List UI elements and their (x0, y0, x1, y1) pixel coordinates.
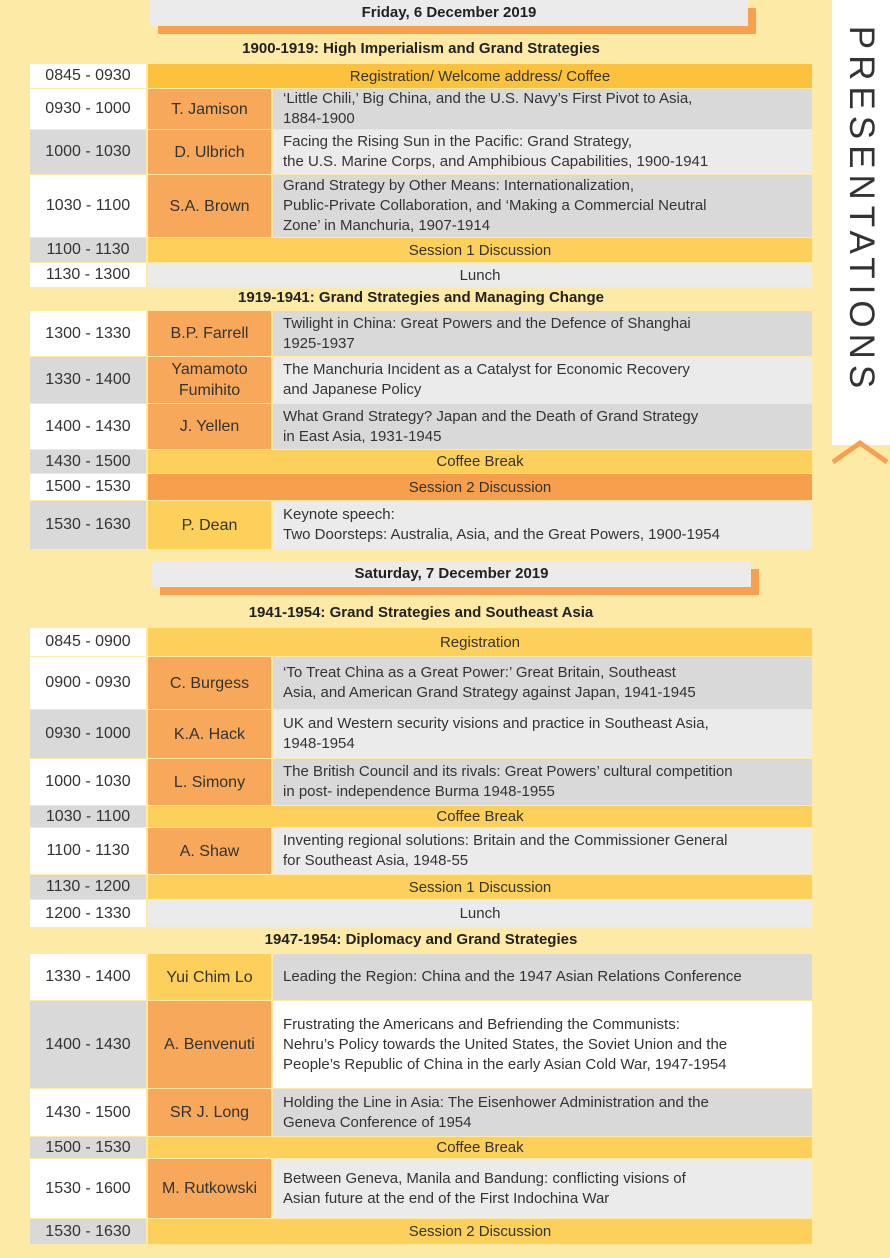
talk-title-cell (273, 828, 812, 874)
talk-title-cell (273, 404, 812, 449)
speaker-cell: S.A. Brown (148, 175, 271, 237)
talk-row (30, 130, 812, 174)
talk-row (30, 1159, 812, 1218)
speaker-cell: B.P. Farrell (148, 311, 271, 356)
time-cell: 1330 - 1400 (30, 357, 146, 403)
talk-title: Inventing regional solutions: Britain and the Commissioner General for Southeast Asia, 1948-55 (283, 832, 728, 869)
talk-title: Between Geneva, Manila and Bandung: conflicting visions of Asian future at the end of the First Indochina War (283, 1169, 686, 1207)
session-row (30, 263, 812, 287)
speaker-cell: A. Shaw (148, 828, 271, 874)
speaker-cell: K.A. Hack (148, 710, 271, 758)
talk-title-cell (273, 501, 812, 549)
session-row (30, 806, 812, 827)
time-cell: 1500 - 1530 (30, 474, 146, 500)
time-cell: 1200 - 1330 (30, 900, 146, 927)
time-cell: 1100 - 1130 (30, 828, 146, 874)
talk-title-cell (273, 710, 812, 758)
event-cell: Registration/ Welcome address/ Coffee (148, 64, 812, 88)
speaker-cell: T. Jamison (148, 89, 271, 129)
session-row (30, 900, 812, 927)
event-cell: Coffee Break (148, 450, 812, 473)
event-cell: Lunch (148, 263, 812, 287)
talk-title: ‘To Treat China as a Great Power:’ Great Britain, Southeast Asia, and American Grand Strategy against Japan, 1941-1945 (283, 664, 696, 701)
section-title-1900-1919: 1900-1919: High Imperialism and Grand Strategies (242, 40, 600, 57)
talk-row (30, 175, 812, 237)
session-row (30, 1137, 812, 1158)
time-cell: 1400 - 1430 (30, 1001, 146, 1088)
talk-row (30, 657, 812, 709)
event-cell: Session 1 Discussion (148, 238, 812, 262)
talk-row (30, 311, 812, 356)
event-cell: Session 2 Discussion (148, 474, 812, 500)
talk-title: Facing the Rising Sun in the Pacific: Grand Strategy, the U.S. Marine Corps, and Amphibious Capabilities, 1900-1941 (283, 133, 709, 170)
talk-row (30, 1001, 812, 1088)
chevron-up-icon (830, 436, 890, 466)
talk-row (30, 404, 812, 449)
talk-title-cell (273, 175, 812, 237)
event-cell: Session 1 Discussion (148, 875, 812, 899)
talk-title-cell (273, 311, 812, 356)
time-cell: 1300 - 1330 (30, 311, 146, 356)
speaker-cell: P. Dean (148, 501, 271, 549)
time-cell: 1430 - 1500 (30, 450, 146, 473)
day-header-friday: Friday, 6 December 2019 (150, 0, 748, 26)
talk-title-cell (273, 1159, 812, 1218)
talk-title-cell (273, 657, 812, 709)
session-row (30, 474, 812, 500)
section-title-1919-1941: 1919-1941: Grand Strategies and Managing Change (238, 289, 604, 306)
talk-title-cell (273, 1001, 812, 1088)
time-cell: 1030 - 1100 (30, 806, 146, 827)
time-cell: 1330 - 1400 (30, 954, 146, 1000)
time-cell: 1100 - 1130 (30, 238, 146, 262)
speaker-cell: L. Simony (148, 759, 271, 805)
event-cell: Coffee Break (148, 1137, 812, 1158)
talk-row (30, 710, 812, 758)
talk-title-cell (273, 89, 812, 129)
talk-title-cell (273, 357, 812, 403)
session-row (30, 875, 812, 899)
talk-title: Holding the Line in Asia: The Eisenhower Administration and the Geneva Conference of 1954 (283, 1093, 709, 1131)
event-cell: Lunch (148, 900, 812, 927)
section-title-1941-1954: 1941-1954: Grand Strategies and Southeast Asia (248, 604, 594, 621)
talk-row (30, 501, 812, 549)
time-cell: 1130 - 1300 (30, 263, 146, 287)
event-cell: Coffee Break (148, 806, 812, 827)
speaker-cell: D. Ulbrich (148, 130, 271, 174)
time-cell: 1400 - 1430 (30, 404, 146, 449)
speaker-cell: J. Yellen (148, 404, 271, 449)
talk-title-cell (273, 1089, 812, 1136)
event-cell: Registration (148, 628, 812, 656)
time-cell: 1130 - 1200 (30, 875, 146, 899)
time-cell: 0845 - 0930 (30, 64, 146, 88)
session-row (30, 628, 812, 656)
speaker-cell: SR J. Long (148, 1089, 271, 1136)
time-cell: 0845 - 0900 (30, 628, 146, 656)
time-cell: 0930 - 1000 (30, 89, 146, 129)
talk-title: Keynote speech: Two Doorsteps: Australia, Asia, and the Great Powers, 1900-1954 (283, 506, 720, 543)
talk-title: UK and Western security visions and practice in Southeast Asia, 1948-1954 (283, 715, 709, 752)
talk-row (30, 89, 812, 129)
talk-row (30, 357, 812, 403)
session-row (30, 64, 812, 88)
section-title-1947-1954: 1947-1954: Diplomacy and Grand Strategies (264, 931, 578, 948)
talk-title-cell (273, 954, 812, 1000)
talk-row (30, 759, 812, 805)
talk-title: ‘Little Chili,’ Big China, and the U.S. Navy’s First Pivot to Asia, 1884-1900 (283, 90, 693, 127)
talk-title: The British Council and its rivals: Great Powers’ cultural competition in post- independence Burma 1948-1955 (283, 763, 733, 800)
talk-title-cell (273, 130, 812, 174)
speaker-cell: Yamamoto Fumihito (148, 357, 271, 403)
talk-row (30, 1089, 812, 1136)
day-header-saturday: Saturday, 7 December 2019 (152, 561, 751, 587)
event-cell: Session 2 Discussion (148, 1219, 812, 1244)
speaker-cell: C. Burgess (148, 657, 271, 709)
session-row (30, 450, 812, 473)
talk-title: Leading the Region: China and the 1947 Asian Relations Conference (283, 968, 742, 985)
time-cell: 1530 - 1630 (30, 501, 146, 549)
speaker-cell: A. Benvenuti (148, 1001, 271, 1088)
time-cell: 1000 - 1030 (30, 130, 146, 174)
time-cell: 1000 - 1030 (30, 759, 146, 805)
session-row (30, 1219, 812, 1244)
talk-title: What Grand Strategy? Japan and the Death of Grand Strategy in East Asia, 1931-1945 (283, 407, 699, 445)
presentations-title: PRESENTATIONS (842, 25, 881, 395)
speaker-cell: M. Rutkowski (148, 1159, 271, 1218)
time-cell: 1530 - 1630 (30, 1219, 146, 1244)
time-cell: 1430 - 1500 (30, 1089, 146, 1136)
talk-title: Twilight in China: Great Powers and the Defence of Shanghai 1925-1937 (283, 314, 691, 352)
talk-row (30, 828, 812, 874)
speaker-cell: Yui Chim Lo (148, 954, 271, 1000)
talk-title-cell (273, 759, 812, 805)
time-cell: 1500 - 1530 (30, 1137, 146, 1158)
time-cell: 0900 - 0930 (30, 657, 146, 709)
talk-row (30, 954, 812, 1000)
time-cell: 1530 - 1600 (30, 1159, 146, 1218)
session-row (30, 238, 812, 262)
talk-title: Grand Strategy by Other Means: Internationalization, Public-Private Collaboration, and ‘Making a Commercial Neutral Zone’ in Manchuria, 1907-1914 (283, 177, 707, 234)
talk-title: Frustrating the Americans and Befriending the Communists: Nehru’s Policy towards the United States, the Soviet Union and the People’s Republic of China in the early Asian Cold War, 1947-1954 (283, 1015, 728, 1073)
time-cell: 0930 - 1000 (30, 710, 146, 758)
talk-title: The Manchuria Incident as a Catalyst for Economic Recovery and Japanese Policy (283, 361, 690, 398)
time-cell: 1030 - 1100 (30, 175, 146, 237)
